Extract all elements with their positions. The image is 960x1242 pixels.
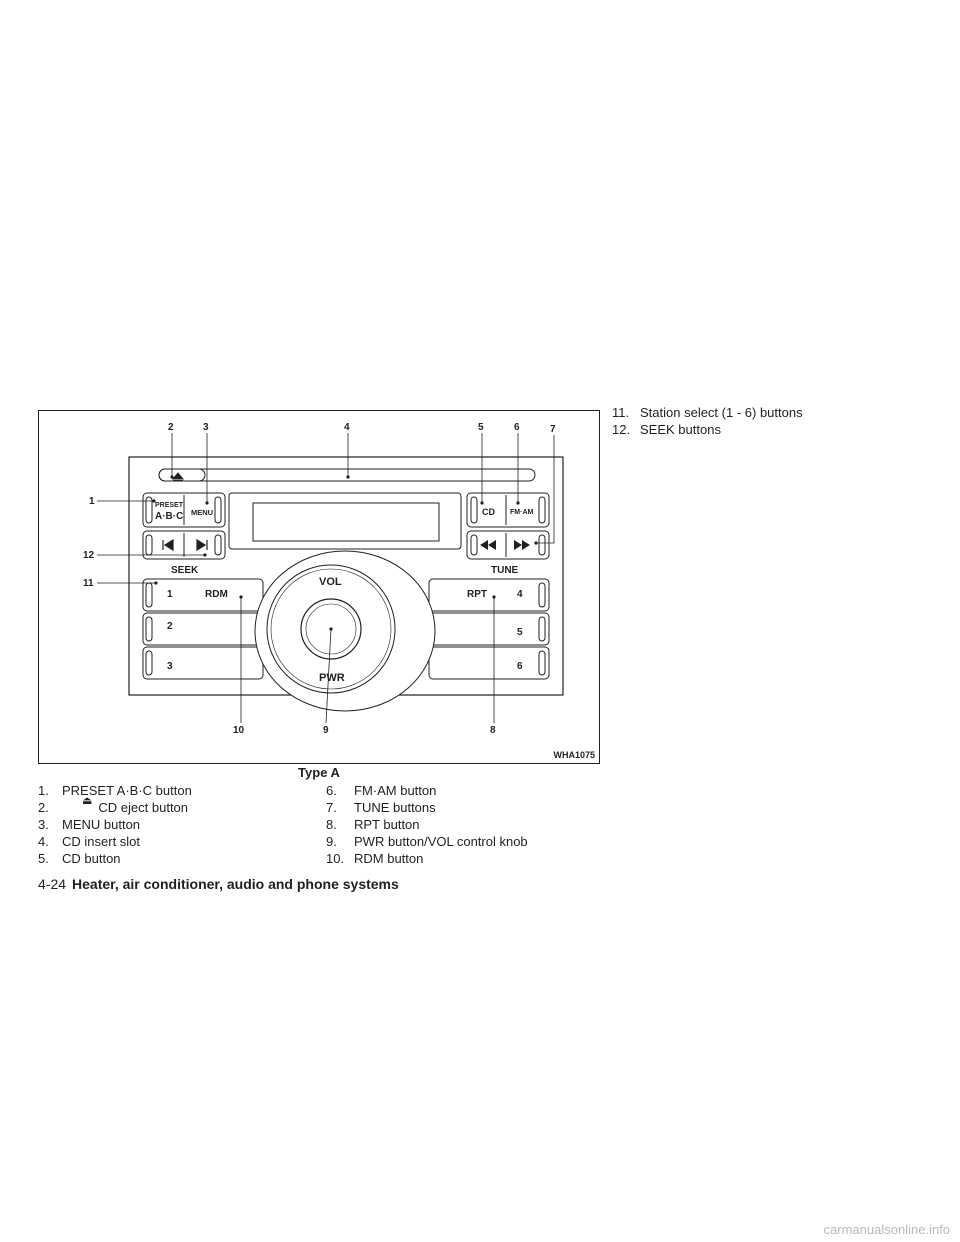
display-screen — [253, 503, 439, 541]
legend-item: 11. Station select (1 - 6) buttons — [612, 405, 803, 420]
legend-item: 9. PWR button/VOL control knob — [326, 834, 528, 849]
seek-forward-icon — [197, 540, 207, 550]
tune-button-frame — [467, 531, 549, 559]
legend-item: 8. RPT button — [326, 817, 420, 832]
rpt-label: RPT — [467, 589, 487, 600]
watermark: carmanualsonline.info — [823, 1222, 950, 1237]
callout-11: 11 — [83, 578, 94, 589]
page-number: 4-24 — [38, 876, 67, 892]
tune-back-icon — [480, 540, 496, 550]
callout-3: 3 — [203, 422, 209, 433]
page-footer — [38, 876, 399, 892]
preset-label: PRESET — [155, 502, 184, 509]
callout-8: 8 — [490, 725, 496, 736]
callout-7: 7 — [550, 424, 556, 435]
callout-12: 12 — [83, 550, 95, 561]
tune-label: TUNE — [491, 565, 519, 576]
fmam-label: FM·AM — [510, 509, 534, 516]
callout-6: 6 — [514, 422, 520, 433]
station-3-label: 3 — [167, 661, 173, 672]
eject-icon: ⏏ — [82, 795, 93, 807]
station-4-label: 4 — [517, 589, 523, 600]
seek-back-icon — [163, 540, 173, 550]
audio-unit-figure — [38, 410, 600, 764]
menu-label: MENU — [191, 508, 214, 517]
rdm-label: RDM — [205, 589, 228, 600]
figure-caption: Type A — [298, 765, 340, 780]
legend-item: 4. CD insert slot — [38, 834, 141, 849]
eject-icon — [173, 473, 183, 481]
legend-list-middle — [326, 782, 528, 867]
figure-code: WHA1075 — [553, 750, 595, 760]
legend-list-right — [612, 404, 803, 438]
tune-forward-icon — [514, 540, 530, 550]
callout-4: 4 — [344, 422, 350, 433]
callout-9: 9 — [323, 725, 329, 736]
vol-label: VOL — [319, 576, 342, 588]
cd-slot — [159, 469, 535, 481]
station-1-label: 1 — [167, 589, 173, 600]
station-6-label: 6 — [517, 661, 523, 672]
callout-2: 2 — [168, 422, 174, 433]
cd-label: CD — [482, 507, 495, 517]
callout-1: 1 — [89, 496, 95, 507]
callout-10: 10 — [233, 725, 245, 736]
legend-item: 5. CD button — [38, 851, 121, 866]
legend-item: 12. SEEK buttons — [612, 422, 721, 437]
legend-item: 7. TUNE buttons — [326, 800, 436, 815]
cd-fmam-frame — [467, 493, 549, 527]
section-title: Heater, air conditioner, audio and phone systems — [72, 876, 399, 892]
station-2-label: 2 — [167, 621, 173, 632]
legend-item: 10. RDM button — [326, 851, 424, 866]
legend-item: 1. PRESET A·B·C button — [38, 783, 192, 798]
legend-item: 2. ⏏ CD eject button — [38, 795, 189, 815]
legend-list-left — [38, 782, 192, 867]
seek-label: SEEK — [171, 565, 199, 576]
legend-item: 3. MENU button — [38, 817, 141, 832]
station-5-label: 5 — [517, 627, 523, 638]
legend-item: 6. FM·AM button — [326, 783, 437, 798]
pwr-label: PWR — [319, 672, 345, 684]
callout-5: 5 — [478, 422, 484, 433]
audio-unit-drawing — [39, 411, 601, 765]
abc-label: A·B·C — [155, 511, 184, 522]
